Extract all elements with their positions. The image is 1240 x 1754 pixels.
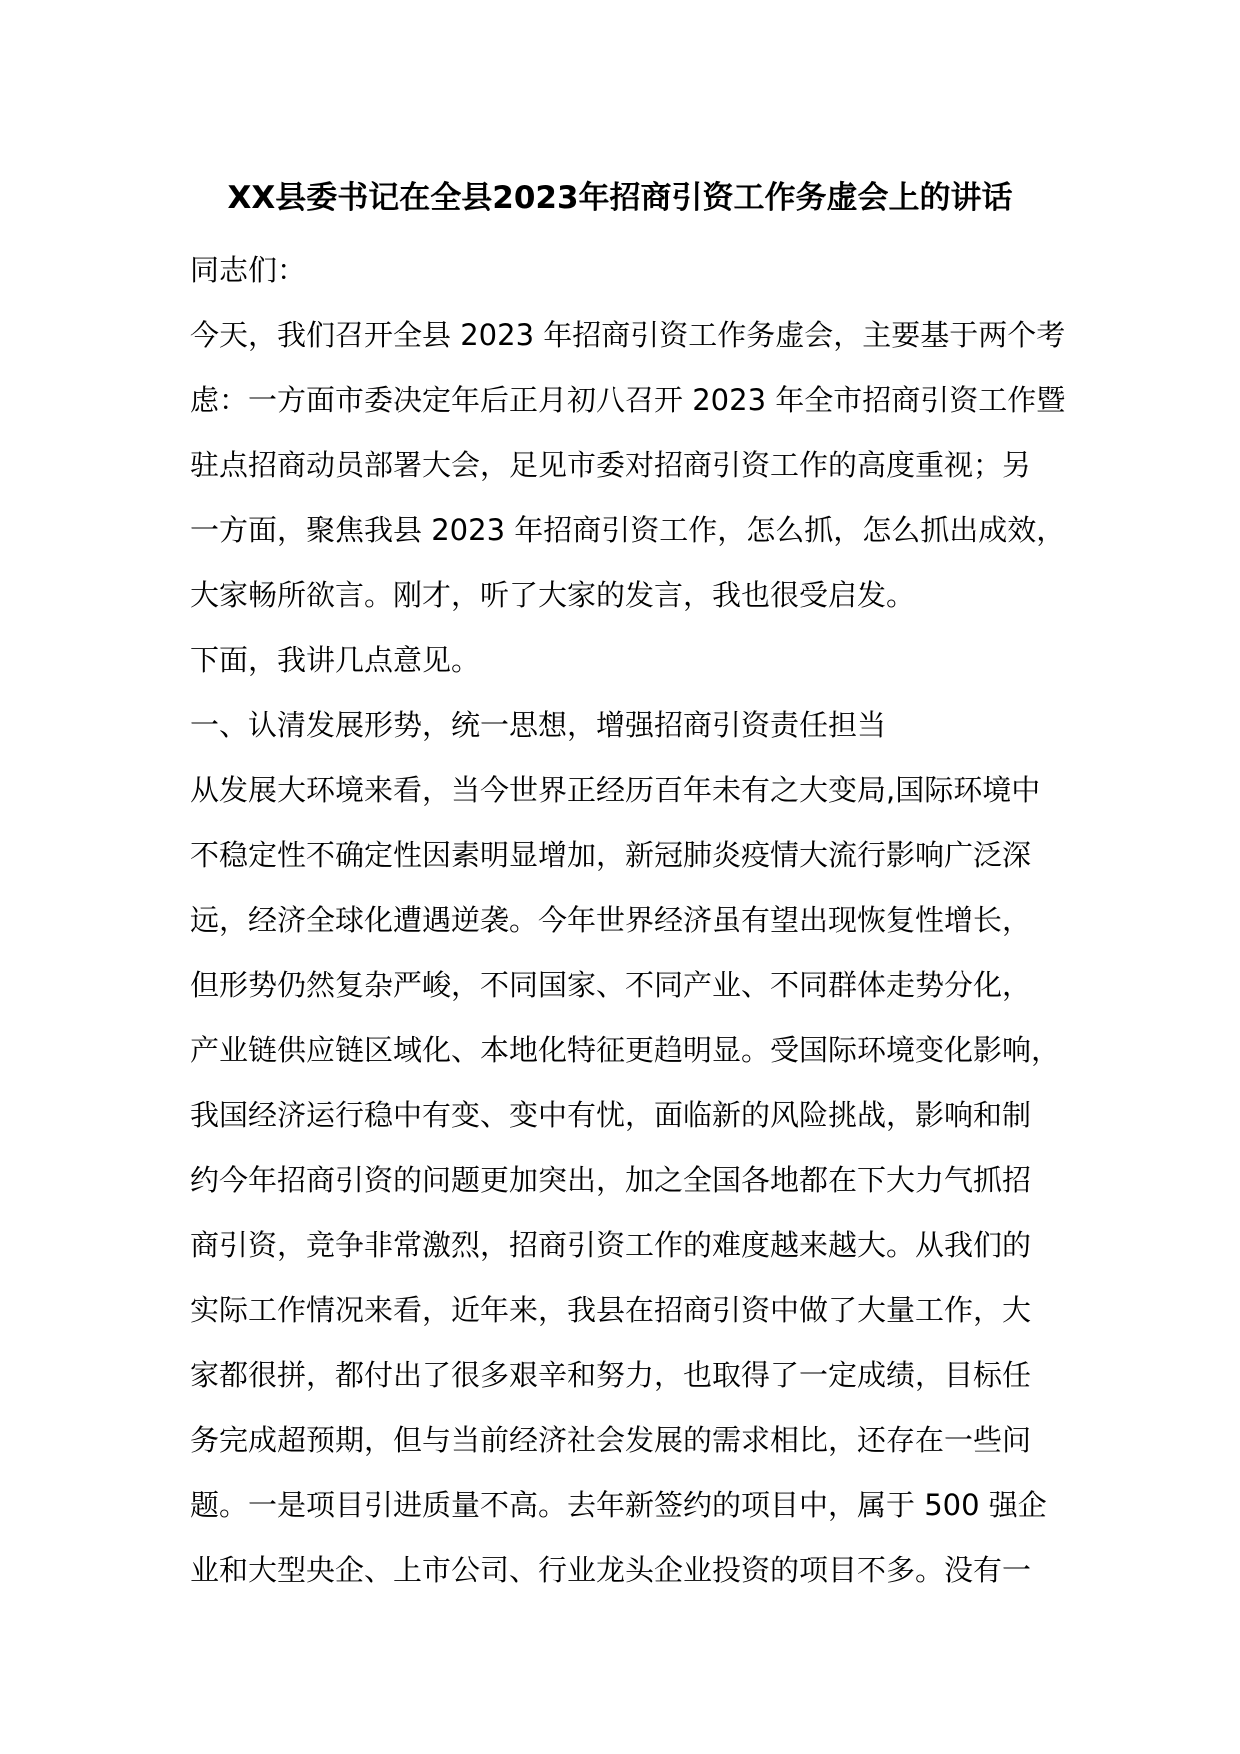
paragraph-line: 一方面，聚焦我县 2023 年招商引资工作，怎么抓，怎么抓出成效， — [190, 513, 1066, 547]
paragraph-line: 虑：一方面市委决定年后正月初八召开 2023 年全市招商引资工作暨 — [190, 383, 1066, 417]
paragraph-line: 产业链供应链区域化、本地化特征更趋明显。受国际环境变化影响， — [190, 1033, 1061, 1067]
paragraph-line: 驻点招商动员部署大会，足见市委对招商引资工作的高度重视；另 — [190, 448, 1032, 482]
paragraph-line: 但形势仍然复杂严峻，不同国家、不同产业、不同群体走势分化， — [190, 968, 1032, 1002]
paragraph-line: 实际工作情况来看，近年来，我县在招商引资中做了大量工作，大 — [190, 1293, 1032, 1327]
document-body — [190, 238, 1090, 1603]
paragraph-line: 商引资，竞争非常激烈，招商引资工作的难度越来越大。从我们的 — [190, 1228, 1032, 1262]
paragraph-line: 约今年招商引资的问题更加突出，加之全国各地都在下大力气抓招 — [190, 1163, 1032, 1197]
paragraph-line: 今天，我们召开全县 2023 年招商引资工作务虚会，主要基于两个考 — [190, 318, 1066, 352]
paragraph-line: 我国经济运行稳中有变、变中有忧，面临新的风险挑战，影响和制 — [190, 1098, 1032, 1132]
paragraph-line: 下面，我讲几点意见。 — [190, 643, 481, 677]
paragraph-line: 务完成超预期，但与当前经济社会发展的需求相比，还存在一些问 — [190, 1423, 1032, 1457]
document-title: XX县委书记在全县2023年招商引资工作务虚会上的讲话 — [227, 180, 1013, 216]
paragraph-line: 业和大型央企、上市公司、行业龙头企业投资的项目不多。没有一 — [190, 1553, 1032, 1587]
paragraph-line: 题。一是项目引进质量不高。去年新签约的项目中，属于 500 强企 — [190, 1488, 1047, 1522]
paragraph-line: 大家畅所欲言。刚才，听了大家的发言，我也很受启发。 — [190, 578, 916, 612]
paragraph-line: 从发展大环境来看，当今世界正经历百年未有之大变局,国际环境中 — [190, 773, 1041, 807]
paragraph-line: 家都很拼，都付出了很多艰辛和努力，也取得了一定成绩，目标任 — [190, 1358, 1032, 1392]
section-heading: 一、认清发展形势，统一思想，增强招商引资责任担当 — [190, 708, 887, 742]
paragraph-line: 远，经济全球化遭遇逆袭。今年世界经济虽有望出现恢复性增长， — [190, 903, 1032, 937]
paragraph-line: 不稳定性不确定性因素明显增加，新冠肺炎疫情大流行影响广泛深 — [190, 838, 1032, 872]
salutation-line: 同志们： — [190, 253, 307, 287]
